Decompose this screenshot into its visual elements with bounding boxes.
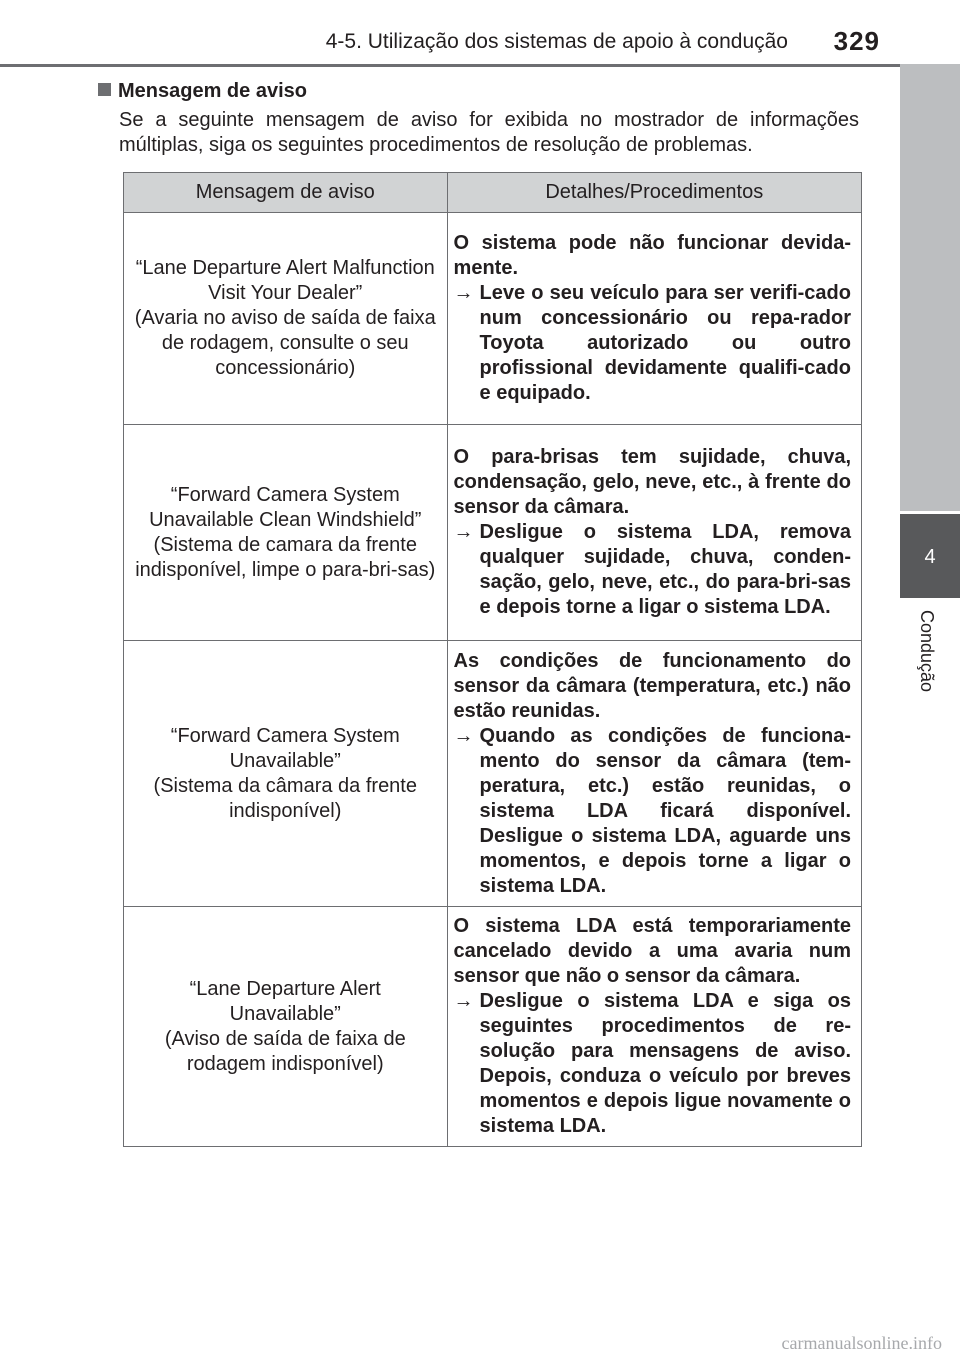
arrow-right-icon: → [453,990,474,1012]
column-header-message: Mensagem de aviso [124,173,448,213]
table-row [124,641,862,907]
arrow-right-icon: → [453,282,474,304]
warning-message-cell [124,213,448,425]
details-cell [447,213,861,425]
procedure-step [454,724,851,899]
procedure-text: Quando as condições de funciona-mento do sensor da câmara (tem-peratura, etc.) estão reunidas, o sistema LDA ficará disponível. Desligue o sistema LDA, aguarde uns momentos, e depois torne a ligar o sistema LDA. [479,724,851,897]
procedure-text: Desligue o sistema LDA e siga os seguintes procedimentos de re-solução para mensagens de aviso. Depois, conduza o veículo por breves momentos e depois ligue novamente o sistema LDA. [479,990,851,1137]
details-text: O sistema pode não funcionar devida-mente. [453,232,851,279]
warning-message-original: “Lane Departure Alert Unavailable” [189,977,381,1025]
chapter-number: 4 [924,546,936,568]
warning-message-original: “Forward Camera System Unavailable Clean Windshield” [149,483,422,531]
procedure-step [454,989,851,1139]
details-text: O sistema LDA está temporariamente cancelado devido a uma avaria num sensor que não o sensor da câmara. [453,915,851,987]
warning-message-translation: (Avaria no aviso de saída de faixa de rodagem, consulte o seu concessionário) [134,307,436,379]
warning-message-cell [124,425,448,641]
section-heading-text: Mensagem de aviso [118,80,307,102]
procedure-text: Desligue o sistema LDA, remova qualquer sujidade, chuva, conden-sação, gelo, neve, etc., do para-bri-sas e depois torne a ligar o sistema LDA. [479,521,851,618]
details-text: As condições de funcionamento do sensor da câmara (temperatura, etc.) não estão reunidas. [453,649,851,722]
details-cell [447,641,861,907]
warning-message-translation: (Aviso de saída de faixa de rodagem indisponível) [164,1027,406,1075]
procedure-text: Leve o seu veículo para ser verifi-cado num concessionário ou repa-rador Toyota autorizado ou outro profissional devidamente qualifi-cado e equipado. [479,282,851,404]
table-row [124,907,862,1147]
column-header-details: Detalhes/Procedimentos [447,173,861,213]
site-watermark: carmanualsonline.info [781,1333,942,1353]
warning-message-translation: (Sistema da câmara da frente indisponível) [153,774,417,822]
details-cell [447,425,861,641]
chapter-tab [900,514,960,598]
arrow-right-icon: → [453,521,474,543]
procedure-step [454,520,851,620]
table-row [124,213,862,425]
warning-message-table [123,172,862,1147]
header-rule [0,64,960,67]
warning-message-cell [124,907,448,1147]
running-header-title: 4-5. Utilização dos sistemas de apoio à condução [325,30,788,53]
section-intro: Se a seguinte mensagem de aviso for exibida no mostrador de informações múltiplas, siga os seguintes procedimentos de resolução de problemas. [119,109,859,156]
chapter-label: Condução [917,610,937,693]
arrow-right-icon: → [453,724,474,747]
warning-message-cell [124,641,448,907]
warning-message-translation: (Sistema de camara da frente indisponível, limpe o para-bri-sas) [135,533,436,581]
warning-message-original: “Lane Departure Alert Malfunction Visit Your Dealer” [135,257,435,304]
procedure-step [454,281,851,406]
section-heading [98,80,307,103]
warning-message-original: “Forward Camera System Unavailable” [170,724,400,772]
table-header-row [124,173,862,213]
details-cell [447,907,861,1147]
square-bullet-icon [98,83,111,96]
side-bar [900,64,960,511]
page-number: 329 [833,26,880,56]
table-row [124,425,862,641]
details-text: O para-brisas tem sujidade, chuva, condensação, gelo, neve, etc., à frente do sensor da câmara. [453,446,851,518]
